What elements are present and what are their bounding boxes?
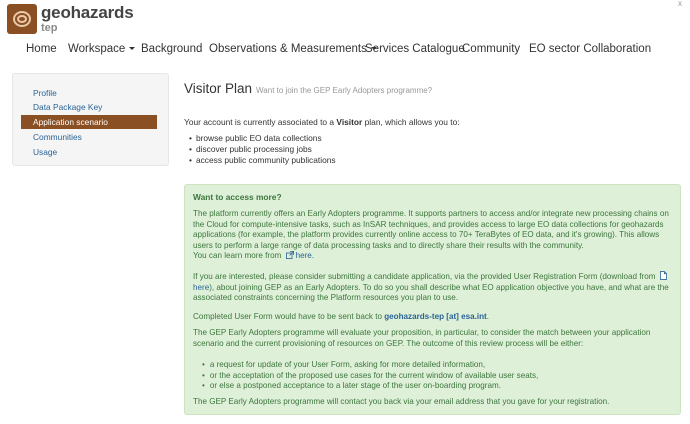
list-item: • discover public processing jobs	[189, 144, 336, 155]
account-plan: Visitor	[336, 117, 363, 127]
site-logo[interactable]	[7, 2, 133, 36]
learn-more-link[interactable]: here.	[295, 251, 315, 261]
page-subtitle: Want to join the GEP Early Adopters programme?	[256, 86, 433, 95]
submission-end: .	[486, 312, 489, 321]
nav-background[interactable]: Background	[141, 43, 203, 55]
contact-info: The GEP Early Adopters programme will contact you back via your email address that you gave for your registration.	[193, 397, 610, 406]
submission-info	[193, 312, 673, 323]
contact-email-link[interactable]: geohazards-tep [at] esa.int	[384, 312, 487, 321]
evaluation-info: The GEP Early Adopters programme will evaluate your proposition, in particular, to consider the match between your application scenario and the current provisioning of resources on GEP. The outcome of this review process will be either:	[193, 328, 651, 348]
account-suffix: plan, which allows you to:	[362, 117, 460, 127]
sidebar-item-usage[interactable]: Usage	[33, 147, 58, 157]
nav-home[interactable]: Home	[26, 43, 57, 55]
sidebar-item-application-scenario[interactable]: Application scenario	[21, 115, 157, 129]
learn-more-text: You can learn more from	[193, 251, 282, 261]
submission-text: Completed User Form would have to be sent back to	[193, 312, 385, 321]
list-item: • access public community publications	[189, 155, 336, 166]
account-status	[184, 117, 460, 127]
nav-observations[interactable]	[209, 43, 377, 55]
account-prefix: Your account is currently associated to a	[184, 117, 337, 127]
feature-list	[189, 133, 336, 166]
top-navigation	[0, 43, 690, 63]
logo-title: geohazards	[41, 3, 134, 22]
page-title	[184, 81, 432, 96]
sidebar-item-profile[interactable]: Profile	[33, 88, 57, 98]
application-text-cont: ), about joining GEP as an Early Adopters. To do so you shall describe what EO application objective you have, and what are the associated constraints concerning the Platform resources you plan to use.	[193, 282, 669, 303]
logo-subtitle: tep	[41, 22, 58, 34]
close-icon[interactable]: x	[678, 0, 682, 8]
nav-workspace-label: Workspace	[68, 43, 126, 55]
external-link-icon	[286, 251, 294, 259]
sidebar-item-communities[interactable]: Communities	[33, 132, 82, 142]
chevron-down-icon	[129, 47, 135, 50]
sidebar-item-data-package-key[interactable]: Data Package Key	[33, 102, 103, 112]
panel-title: Want to access more?	[193, 192, 282, 202]
registration-form-link[interactable]: here	[193, 282, 210, 292]
document-icon	[660, 271, 667, 280]
logo-icon	[7, 4, 37, 34]
page-title-text: Visitor Plan	[184, 81, 253, 96]
nav-observations-label: Observations & Measurements	[209, 43, 367, 55]
list-item: • a request for update of your User Form, asking for more detailed information,	[202, 360, 538, 371]
list-item: • or the acceptation of the proposed use cases for the current window of available user seats,	[202, 371, 538, 382]
sidebar	[12, 73, 169, 166]
nav-community[interactable]: Community	[462, 43, 521, 55]
list-item: • browse public EO data collections	[189, 133, 336, 144]
nav-services-catalogue[interactable]: Services Catalogue	[365, 43, 465, 55]
programme-description	[193, 209, 673, 262]
programme-text: The platform currently offers an Early Adopters programme. It supports partners to access and/or integrate new processing chains on the Cloud for compute-intensive tasks, such as InSAR techniques, and provides access to large EO data collections for geohazards applications (for example, the platform provides currently online access to 70+ TeraBytes of EO data, and it's growing). This allows users to perform a large range of data processing tasks and to directly share their results with the community.	[193, 209, 669, 250]
nav-workspace[interactable]	[68, 43, 135, 55]
application-text: If you are interested, please consider submitting a candidate application, via the provided User Registration Form (download from	[193, 272, 656, 281]
application-instructions	[193, 271, 673, 304]
outcome-list	[202, 360, 538, 392]
list-item: • or else a postponed acceptance to a later stage of the user on-boarding program.	[202, 381, 538, 392]
access-more-panel	[184, 184, 681, 415]
nav-eo-sector-collaboration[interactable]: EO sector Collaboration	[529, 43, 652, 55]
